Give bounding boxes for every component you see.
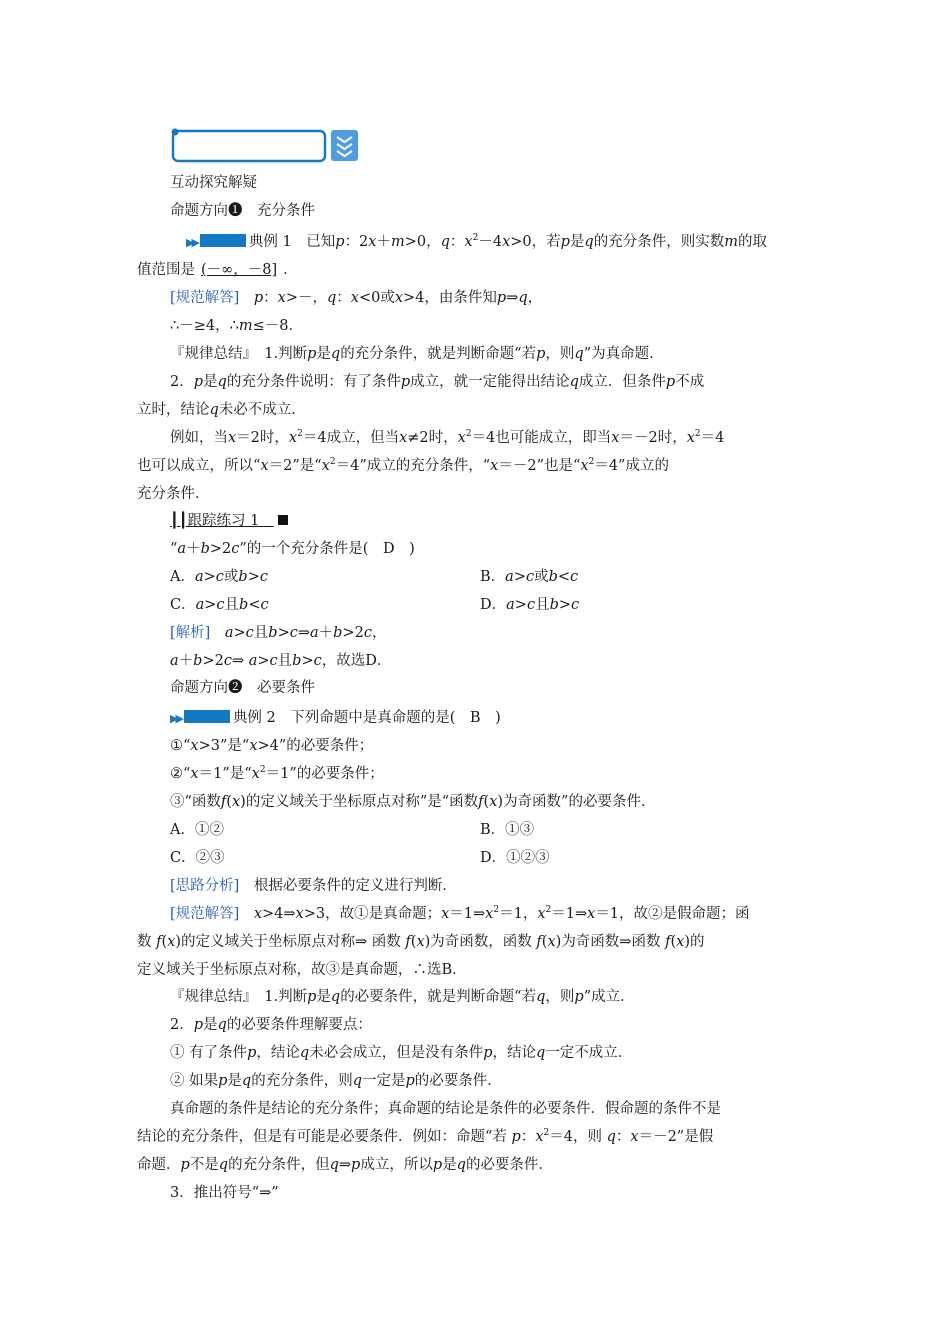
fast-forward-icon: ▶▶ bbox=[186, 236, 197, 249]
example-2-solution-line2: 数 f(x)的定义域关于坐标原点对称⇒ 函数 f(x)为奇函数，函数 f(x)为奇函数⇒函数 f(x)的 bbox=[137, 934, 705, 950]
summary-2-p3: 真命题的条件是结论的充分条件；真命题的结论是条件的必要条件．假命题的条件不是 bbox=[170, 1101, 721, 1117]
example-2-option-c: C．②③ bbox=[170, 850, 225, 866]
summary-2-point-2: ② 如果p是q的充分条件，则q一定是p的必要条件． bbox=[170, 1073, 502, 1089]
summary-2-p3-line3: 命题．p不是q的充分条件，但q⇒p成立，所以p是q的必要条件． bbox=[137, 1157, 553, 1173]
summary-2-point-1: ① 有了条件p，结论q未必会成立，但是没有条件p，结论q一定不成立． bbox=[170, 1045, 633, 1061]
summary-1-p2: 2．p是q的充分条件说明：有了条件p成立，就一定能得出结论q成立．但条件p不成 bbox=[170, 374, 705, 390]
practice-1-analysis: [解析] a>c且b>c⇒a＋b>2c， bbox=[170, 625, 387, 641]
practice-1-option-c: C．a>c且b<c bbox=[170, 597, 269, 613]
answer-blank: (－∞，－8] bbox=[201, 262, 278, 278]
example-1-line2: 值范围是 (－∞，－8] ． bbox=[137, 262, 298, 278]
summary-2-p3-line2: 结论的充分条件，但是有可能是必要条件．例如：命题“若 p：$x^2=4$，则 q：x＝－2”是假 bbox=[137, 1128, 714, 1145]
banner-frame bbox=[173, 131, 325, 161]
summary-2-p1: 『规律总结』 1.判断p是q的必要条件，就是判断命题“若q，则p”成立． bbox=[170, 989, 635, 1005]
summary-1-p1: 『规律总结』 1.判断p是q的充分条件，就是判断命题“若p，则q”为真命题． bbox=[170, 346, 664, 362]
example-1-solution: [规范解答] p：x>－，q：x<0或x>4，由条件知p⇒q， bbox=[170, 290, 543, 306]
example-2-solution-line3: 定义域关于坐标原点对称，故③是真命题，∴选B． bbox=[137, 962, 467, 978]
example-2-item-1: ①“x>3”是“x>4”的必要条件； bbox=[170, 738, 374, 754]
direction-1-heading: 命题方向❶ 充分条件 bbox=[170, 203, 315, 219]
analysis-tag: [解析] bbox=[170, 625, 211, 641]
example-badge bbox=[200, 234, 246, 247]
example-2-thinking: [思路分析] 根据必要条件的定义进行判断． bbox=[170, 878, 457, 894]
practice-1-option-d: D．a>c且b>c bbox=[480, 597, 580, 613]
example-2-option-a: A．①② bbox=[170, 822, 224, 838]
example-1-line1: ▶▶ 典例 1 已知p：2x＋m>0，q：$x^2-4x>0$，若p是q的充分条件，则实数m的取 bbox=[186, 233, 767, 250]
direction-2-heading: 命题方向❷ 必要条件 bbox=[170, 680, 315, 696]
square-icon bbox=[278, 515, 288, 525]
practice-1-option-a: A．a>c或b>c bbox=[170, 569, 268, 585]
example-badge bbox=[184, 710, 230, 723]
example-2-option-b: B．①③ bbox=[480, 822, 535, 838]
thinking-tag: [思路分析] bbox=[170, 878, 240, 894]
solution-tag: [规范解答] bbox=[170, 290, 240, 306]
summary-2-p4: 3．推出符号“⇒” bbox=[170, 1185, 279, 1201]
solution-tag: [规范解答] bbox=[170, 906, 240, 922]
summary-1-p3: 例如，当x＝2时，$x^2=4$成立，但当x≠2时，$x^2=4$也可能成立，即当x＝－2时，$x^2=4$ bbox=[170, 429, 725, 446]
summary-1-p3-line3: 充分条件． bbox=[137, 486, 210, 502]
section-banner bbox=[168, 126, 363, 164]
summary-1-p2-line2: 立时，结论q未必不成立． bbox=[137, 402, 306, 418]
example-2-line1: ▶▶ 典例 2 下列命题中是真命题的是( B ) bbox=[170, 710, 501, 726]
practice-1-question: “a＋b>2c”的一个充分条件是( D ) bbox=[170, 541, 415, 557]
example-2-solution: [规范解答] x>4⇒x>3，故①是真命题；$x=1\Rightarrow x^2=1$，$x^2=1\Rightarrow x=1$，故②是假命题；函 bbox=[170, 905, 750, 922]
practice-1-heading: ┃┃跟踪练习 1 bbox=[170, 511, 288, 531]
example-2-item-3: ③“函数f(x)的定义域关于坐标原点对称”是“函数f(x)为奇函数”的必要条件． bbox=[170, 794, 656, 810]
example-2-option-d: D．①②③ bbox=[480, 850, 550, 866]
practice-1-analysis-line2: a＋b>2c⇒ a>c且b>c，故选D． bbox=[170, 653, 392, 669]
section-title: 互动探究解疑 bbox=[170, 175, 257, 191]
summary-1-p3-line2: 也可以成立，所以“x＝2”是“$x^2=4$”成立的充分条件，“x＝－2”也是“$x^2=4$”成立的 bbox=[137, 457, 669, 474]
example-1-solution-line2: ∴－≥4，∴m≤－8． bbox=[170, 318, 303, 334]
practice-1-option-b: B．a>c或b<c bbox=[480, 569, 579, 585]
example-2-item-2: ②“x＝1”是“$x^2=1$”的必要条件； bbox=[170, 765, 384, 782]
summary-2-p2: 2．p是q的必要条件理解要点： bbox=[170, 1017, 372, 1033]
fast-forward-icon: ▶▶ bbox=[170, 712, 181, 725]
